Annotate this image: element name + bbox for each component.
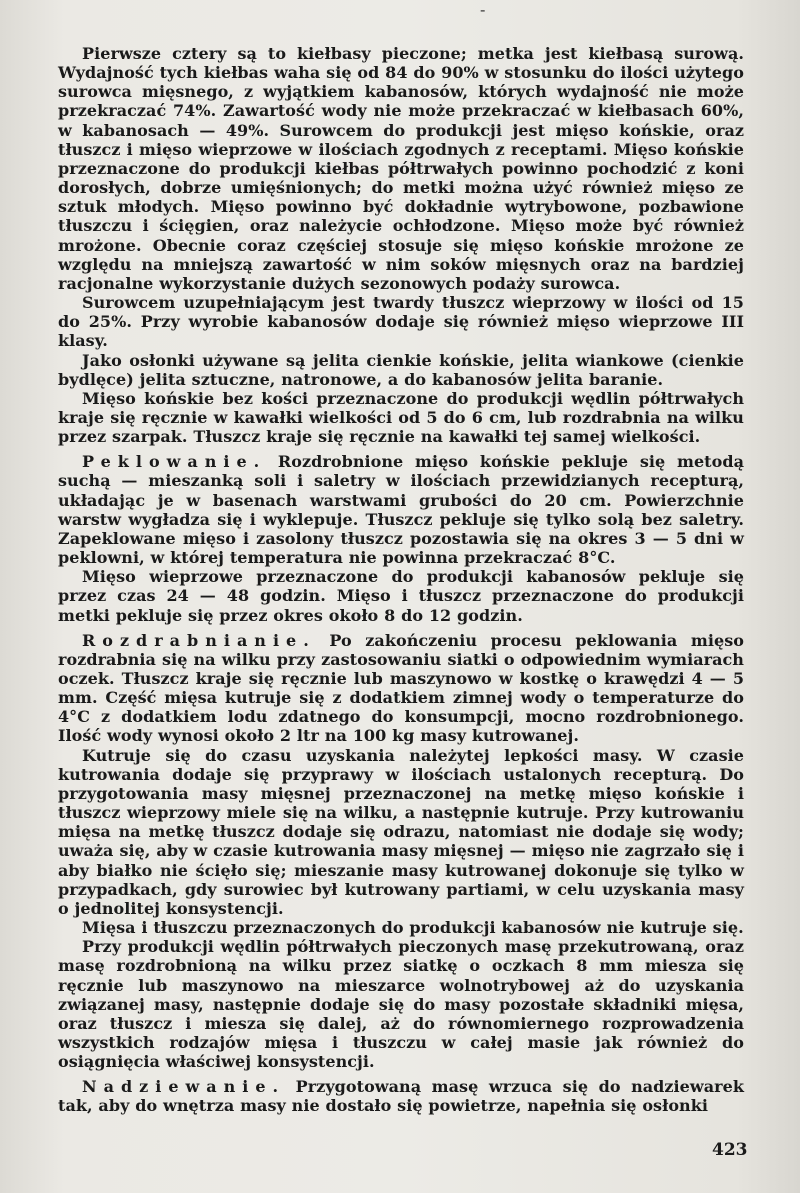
top-mark: -: [480, 0, 486, 19]
paragraph-text: Jako osłonki używane są jelita cienkie końskie, jelita wiankowe (cienkie bydlęce) jelita sztuczne, natronowe, a do kabanosów jelita baranie.: [58, 350, 744, 389]
paragraph: [58, 351, 744, 389]
paragraph: [58, 389, 744, 446]
paragraph-text: Surowcem uzupełniającym jest twardy tłuszcz wieprzowy w ilości od 15 do 25%. Przy wyrobie kabanosów dodaje się również mięso wieprzowe III klasy.: [58, 293, 744, 351]
paragraph-text: Mięsa i tłuszczu przeznaczonych do produkcji kabanosów nie kutruje się.: [82, 918, 744, 938]
paragraph: [58, 1077, 744, 1115]
paragraph-text: Przy produkcji wędlin półtrwałych pieczonych masę przekutrowaną, oraz masę rozdrobnioną na wilku przez siatkę o oczkach 8 mm miesza się ręcznie lub maszynowo na mieszarce wolnotrybowej aż do uzyskania związanej masy, następnie dodaje się do masy pozostałe składniki mięsa, oraz tłuszcz i miesza się dalej, aż do równomiernego rozprowadzenia wszystkich rodzajów mięsa i tłuszczu w całej masie jak również do osiągnięcia właściwej konsystencji.: [58, 937, 744, 1072]
body-text: [58, 44, 744, 1116]
paragraph: [58, 44, 744, 293]
paragraph-text: Przygotowaną masę wrzuca się do nadziewarek tak, aby do wnętrza masy nie dostało się powietrze, napełnia się osłonki: [58, 1077, 744, 1116]
paragraph-text: Mięso wieprzowe przeznaczone do produkcji kabanosów pekluje się przez czas 24 — 48 godzin. Mięso i tłuszcz przeznaczone do produkcji metki pekluje się przez okres około 8 do 12 godzin.: [58, 567, 744, 625]
paragraph: [58, 937, 744, 1071]
paragraph-text: Mięso końskie bez kości przeznaczone do produkcji wędlin półtrwałych kraje się ręcznie w kawałki wielkości od 5 do 6 cm, lub rozdrabnia na wilku przez szarpak. Tłuszcz kraje się ręcznie na kawałki tej samej wielkości.: [58, 388, 744, 447]
paragraph: [58, 631, 744, 746]
paragraph: [58, 918, 744, 937]
paragraph: [58, 293, 744, 350]
paragraph: [58, 567, 744, 624]
section-heading: Rozdrabnianie.: [82, 630, 316, 650]
section-heading: Nadziewanie.: [82, 1077, 286, 1097]
paragraph: [58, 452, 744, 567]
section-heading: Peklowanie.: [82, 452, 267, 472]
paragraph-text: Kutruje się do czasu uzyskania należytej lepkości masy. W czasie kutrowania dodaje się przyprawy w ilościach ustalonych recepturą. Do przygotowania masy mięsnej przeznaczonej na metkę mięso końskie i tłuszcz wieprzowy miele się na wilku, a następnie kutruje. Przy kutrowaniu mięsa na metkę tłuszcz dodaje się odrazu, natomiast nie dodaje się wody; uważa się, aby w czasie kutrowania masy mięsnej — mięso nie zagrzało się i aby białko nie ścięło się; mieszanie masy kutrowanej dokonuje się tylko w przypadkach, gdy surowiec był kutrowany partiami, w celu uzyskania masy o jednolitej konsystencji.: [58, 745, 744, 918]
paragraph-text: Po zakończeniu procesu peklowania mięso rozdrabnia się na wilku przy zastosowaniu siatki o odpowiednim wymiarach oczek. Tłuszcz kraje się ręcznie lub maszynowo w kostkę o krawędzi 4 — 5 mm. Część mięsa kutruje się z dodatkiem zimnej wody o temperaturze do 4°C z dodatkiem lodu zdatnego do konsumpcji, mocno rozdrobnionego. Ilość wody wynosi około 2 ltr na 100 kg masy kutrowanej.: [58, 630, 744, 746]
paragraph-text: Pierwsze cztery są to kiełbasy pieczone; metka jest kiełbasą surową. Wydajność tych kiełbas waha się od 84 do 90% w stosunku do ilości użytego surowca mięsnego, z wyjątkiem kabanosów, których wydajność nie może przekraczać 74%. Zawartość wody nie może przekraczać w kiełbasach 60%, w kabanosach — 49%. Surowcem do produkcji jest mięso końskie, oraz tłuszcz i mięso wieprzowe w ilościach zgodnych z receptami. Mięso końskie przeznaczone do produkcji kiełbas półtrwałych powinno pochodzić z koni dorosłych, dobrze umięśnionych; do metki można użyć również mięso ze sztuk młodych. Mięso powinno być dokładnie wytrybowone, pozbawione tłuszczu i ścięgien, oraz należycie ochłodzone. Mięso może być również mrożone. Obecnie coraz częściej stosuje się mięso końskie mrożone ze względu na mniejszą zawartość w nim soków mięsnych oraz na bardziej racjonalne wykorzystanie dużych sezonowych podaży surowca.: [58, 44, 744, 293]
page-number: 423: [712, 1140, 748, 1160]
paragraph-text: Rozdrobnione mięso końskie pekluje się metodą suchą — mieszanką soli i saletry w ilościach przewidzianych recepturą, układając je w basenach warstwami grubości do 20 cm. Powierzchnie warstw wygładza się i wyklepuje. Tłuszcz pekluje się tylko solą bez saletry. Zapeklowane mięso i zasolony tłuszcz pozostawia się na okres 3 — 5 dni w peklowni, w której temperatura nie powinna przekraczać 8°C.: [58, 452, 744, 568]
paragraph: [58, 746, 744, 918]
